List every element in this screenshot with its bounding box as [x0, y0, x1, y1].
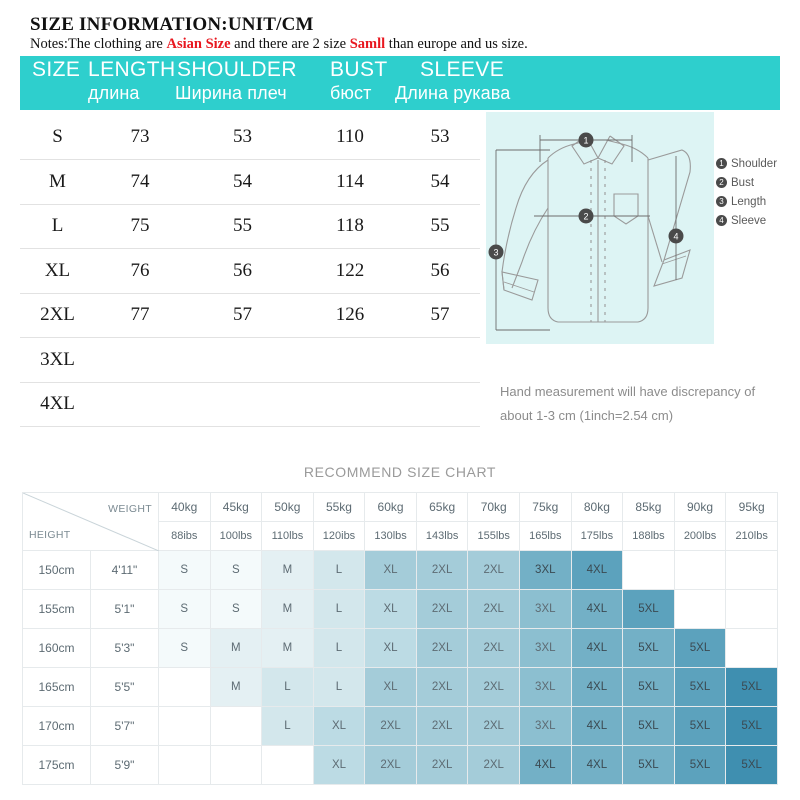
- weight-header-lb: 165lbs: [520, 522, 572, 551]
- height-inch-cell: 4'11": [90, 551, 158, 590]
- recommend-size-cell: 3XL: [520, 551, 572, 590]
- weight-header-kg: 85kg: [623, 493, 675, 522]
- recommend-size-cell: 4XL: [571, 590, 623, 629]
- weight-header-lb: 100lbs: [210, 522, 262, 551]
- legend-label: Bust: [731, 176, 755, 189]
- recommend-size-cell: 2XL: [416, 668, 468, 707]
- svg-text:4: 4: [673, 231, 679, 242]
- column-headers-english: [20, 58, 505, 84]
- recommend-size-cell: S: [158, 551, 210, 590]
- recommend-size-cell: M: [210, 629, 262, 668]
- recommend-size-cell: 3XL: [520, 590, 572, 629]
- recommend-size-cell: XL: [313, 746, 365, 785]
- hand-measurement-note: [500, 380, 800, 428]
- size-cell-size: L: [20, 204, 95, 249]
- recommend-size-chart-table: [22, 492, 778, 785]
- size-cell-bust: 114: [300, 160, 400, 205]
- recommend-size-cell: L: [313, 629, 365, 668]
- weight-header-kg: 45kg: [210, 493, 262, 522]
- recommend-size-cell: 2XL: [468, 551, 520, 590]
- recommend-size-cell: 4XL: [571, 668, 623, 707]
- size-cell-shoulder: 57: [185, 293, 300, 338]
- size-cell-shoulder: [185, 382, 300, 427]
- corner-height-label: HEIGHT: [29, 529, 71, 541]
- recommend-size-cell: L: [313, 590, 365, 629]
- recommend-size-cell: 4XL: [571, 746, 623, 785]
- recommend-size-cell: [726, 590, 778, 629]
- size-cell-shoulder: 54: [185, 160, 300, 205]
- recommend-size-cell: [623, 551, 675, 590]
- weight-header-lb: 200lbs: [674, 522, 726, 551]
- recommend-size-cell: [674, 590, 726, 629]
- weight-header-lb: 175lbs: [571, 522, 623, 551]
- weight-header-kg: 75kg: [520, 493, 572, 522]
- recommend-table-row: [23, 707, 778, 746]
- corner-height-weight-cell: [23, 493, 159, 551]
- legend-item-bust: [716, 174, 800, 191]
- weight-header-kg: 40kg: [158, 493, 210, 522]
- weight-header-kg: 65kg: [416, 493, 468, 522]
- column-header-shoulder: SHOULDER: [177, 58, 297, 81]
- size-cell-sleeve: 54: [400, 160, 480, 205]
- recommend-table-row: [23, 746, 778, 785]
- recommend-size-cell: M: [262, 590, 314, 629]
- legend-label: Sleeve: [731, 214, 767, 227]
- size-table-row: [20, 160, 480, 205]
- measurement-legend: [716, 155, 800, 231]
- notes-highlight: Samll: [349, 36, 386, 52]
- corner-weight-label: WEIGHT: [108, 503, 152, 515]
- column-header-size: SIZE: [32, 58, 81, 81]
- size-cell-length: 74: [95, 160, 185, 205]
- height-inch-cell: 5'1": [90, 590, 158, 629]
- recommend-size-cell: 5XL: [623, 746, 675, 785]
- weight-header-kg: 90kg: [674, 493, 726, 522]
- recommend-size-cell: 5XL: [726, 746, 778, 785]
- notes-line: [30, 36, 528, 53]
- recommend-size-cell: 2XL: [416, 551, 468, 590]
- size-cell-shoulder: 53: [185, 115, 300, 160]
- size-cell-size: XL: [20, 249, 95, 294]
- column-header-sleeve: SLEEVE: [420, 58, 505, 81]
- weight-header-lb: 88ibs: [158, 522, 210, 551]
- recommend-size-cell: S: [210, 551, 262, 590]
- legend-item-sleeve: [716, 212, 800, 229]
- legend-item-shoulder: [716, 155, 800, 172]
- size-cell-shoulder: 56: [185, 249, 300, 294]
- notes-text: than europe and us size.: [385, 36, 528, 52]
- size-table-row: [20, 204, 480, 249]
- recommend-size-cell: XL: [365, 668, 417, 707]
- size-cell-bust: 122: [300, 249, 400, 294]
- height-cm-cell: 150cm: [23, 551, 91, 590]
- recommend-size-cell: XL: [365, 629, 417, 668]
- recommend-size-cell: L: [262, 707, 314, 746]
- size-cell-bust: 118: [300, 204, 400, 249]
- recommend-size-cell: S: [158, 629, 210, 668]
- height-cm-cell: 160cm: [23, 629, 91, 668]
- recommend-size-cell: [726, 551, 778, 590]
- recommend-size-cell: 5XL: [623, 668, 675, 707]
- recommend-size-cell: M: [262, 629, 314, 668]
- recommend-size-cell: [210, 707, 262, 746]
- weight-header-kg: 80kg: [571, 493, 623, 522]
- size-table-row: [20, 293, 480, 338]
- legend-marker-icon: 3: [716, 196, 727, 207]
- recommend-table-row: [23, 629, 778, 668]
- size-cell-length: 73: [95, 115, 185, 160]
- recommend-size-cell: 2XL: [416, 590, 468, 629]
- hand-note-line-1: Hand measurement will have discrepancy of: [500, 384, 756, 399]
- recommend-size-cell: 2XL: [468, 668, 520, 707]
- recommend-size-cell: 2XL: [468, 707, 520, 746]
- recommend-table-row: [23, 551, 778, 590]
- size-cell-length: 76: [95, 249, 185, 294]
- size-table-row: [20, 115, 480, 160]
- weight-header-lb: 188lbs: [623, 522, 675, 551]
- height-cm-cell: 175cm: [23, 746, 91, 785]
- weight-header-kg: 50kg: [262, 493, 314, 522]
- size-table-row: [20, 338, 480, 383]
- corner-inner: [23, 493, 158, 550]
- recommend-size-cell: 2XL: [468, 629, 520, 668]
- recommend-size-cell: XL: [365, 590, 417, 629]
- height-inch-cell: 5'9": [90, 746, 158, 785]
- weight-header-kg: 70kg: [468, 493, 520, 522]
- size-cell-sleeve: 53: [400, 115, 480, 160]
- recommend-size-cell: 4XL: [571, 707, 623, 746]
- height-inch-cell: 5'3": [90, 629, 158, 668]
- recommend-size-cell: [158, 746, 210, 785]
- recommend-size-cell: 2XL: [416, 629, 468, 668]
- weight-header-lb: 120ibs: [313, 522, 365, 551]
- recommend-size-cell: 2XL: [416, 707, 468, 746]
- weight-header-kg: 60kg: [365, 493, 417, 522]
- weight-header-kg: 55kg: [313, 493, 365, 522]
- recommend-chart-body: [23, 551, 778, 785]
- column-headers-russian: [20, 83, 565, 109]
- svg-text:2: 2: [583, 211, 589, 222]
- legend-item-length: [716, 193, 800, 210]
- recommend-size-cell: 4XL: [520, 746, 572, 785]
- legend-marker-icon: 4: [716, 215, 727, 226]
- size-cell-sleeve: 56: [400, 249, 480, 294]
- weight-header-lb: 110lbs: [262, 522, 314, 551]
- recommend-size-cell: [262, 746, 314, 785]
- recommend-size-cell: L: [262, 668, 314, 707]
- size-cell-length: 75: [95, 204, 185, 249]
- recommend-size-cell: 2XL: [468, 746, 520, 785]
- recommend-size-cell: 3XL: [520, 707, 572, 746]
- size-cell-shoulder: [185, 338, 300, 383]
- size-table-row: [20, 249, 480, 294]
- recommend-size-cell: 2XL: [468, 590, 520, 629]
- recommend-size-cell: [726, 629, 778, 668]
- size-cell-bust: [300, 338, 400, 383]
- recommend-size-cell: 5XL: [674, 707, 726, 746]
- recommend-size-cell: 5XL: [623, 629, 675, 668]
- notes-highlight: Asian Size: [166, 36, 231, 52]
- recommend-size-cell: S: [158, 590, 210, 629]
- recommend-size-cell: [210, 746, 262, 785]
- size-cell-sleeve: 55: [400, 204, 480, 249]
- column-header-ru-2: бюст: [330, 83, 372, 103]
- legend-marker-icon: 1: [716, 158, 727, 169]
- height-inch-cell: 5'7": [90, 707, 158, 746]
- weight-header-lb: 155lbs: [468, 522, 520, 551]
- hand-note-line-2: about 1-3 cm (1inch=2.54 cm): [500, 408, 674, 423]
- shirt-measurement-diagram: [486, 112, 714, 344]
- size-cell-length: [95, 338, 185, 383]
- recommend-size-cell: 3XL: [520, 629, 572, 668]
- size-cell-length: [95, 382, 185, 427]
- size-cell-size: M: [20, 160, 95, 205]
- shirt-illustration-icon: [486, 112, 714, 344]
- size-cell-size: 4XL: [20, 382, 95, 427]
- legend-label: Length: [731, 195, 767, 208]
- size-cell-bust: 110: [300, 115, 400, 160]
- size-cell-bust: [300, 382, 400, 427]
- recommend-size-cell: XL: [365, 551, 417, 590]
- weight-header-lb: 210lbs: [726, 522, 778, 551]
- recommend-size-cell: M: [262, 551, 314, 590]
- recommend-header-row-kg: [23, 493, 778, 522]
- size-cell-sleeve: [400, 338, 480, 383]
- diagonal-divider-icon: [23, 493, 159, 551]
- size-cell-sleeve: [400, 382, 480, 427]
- recommend-size-cell: [674, 551, 726, 590]
- recommend-size-cell: 5XL: [623, 707, 675, 746]
- column-header-bust: BUST: [330, 58, 388, 81]
- recommend-size-cell: 2XL: [416, 746, 468, 785]
- notes-text: and there are 2 size: [230, 36, 350, 52]
- recommend-size-cell: 4XL: [571, 551, 623, 590]
- column-header-ru-3: Длина рукава: [395, 83, 511, 103]
- recommend-size-cell: 3XL: [520, 668, 572, 707]
- column-header-length: LENGTH: [88, 58, 176, 81]
- size-measurements-table: [20, 115, 480, 427]
- column-header-ru-0: длина: [88, 83, 140, 103]
- notes-text: Notes:The clothing are: [30, 36, 167, 52]
- recommend-size-cell: 2XL: [365, 746, 417, 785]
- size-cell-size: 3XL: [20, 338, 95, 383]
- recommend-size-cell: 2XL: [365, 707, 417, 746]
- weight-header-lb: 143lbs: [416, 522, 468, 551]
- recommend-size-cell: 5XL: [674, 746, 726, 785]
- recommend-chart-title: RECOMMEND SIZE CHART: [303, 464, 497, 480]
- height-cm-cell: 155cm: [23, 590, 91, 629]
- svg-text:3: 3: [493, 247, 499, 258]
- recommend-size-cell: L: [313, 551, 365, 590]
- size-cell-size: 2XL: [20, 293, 95, 338]
- recommend-size-cell: L: [313, 668, 365, 707]
- recommend-size-cell: M: [210, 668, 262, 707]
- legend-marker-icon: 2: [716, 177, 727, 188]
- recommend-chart-head: [23, 493, 778, 551]
- height-inch-cell: 5'5": [90, 668, 158, 707]
- recommend-table-row: [23, 590, 778, 629]
- size-table-body: [20, 115, 480, 427]
- recommend-size-cell: 4XL: [571, 629, 623, 668]
- svg-text:1: 1: [583, 135, 589, 146]
- recommend-size-cell: [158, 668, 210, 707]
- recommend-size-cell: S: [210, 590, 262, 629]
- legend-label: Shoulder: [731, 157, 778, 170]
- page-title: SIZE INFORMATION:UNIT/CM: [30, 14, 314, 35]
- size-table-row: [20, 382, 480, 427]
- size-cell-bust: 126: [300, 293, 400, 338]
- size-cell-sleeve: 57: [400, 293, 480, 338]
- recommend-table-row: [23, 668, 778, 707]
- recommend-size-cell: 5XL: [674, 629, 726, 668]
- size-cell-size: S: [20, 115, 95, 160]
- recommend-size-cell: 5XL: [726, 668, 778, 707]
- recommend-size-cell: [158, 707, 210, 746]
- weight-header-lb: 130lbs: [365, 522, 417, 551]
- size-cell-length: 77: [95, 293, 185, 338]
- recommend-size-cell: 5XL: [726, 707, 778, 746]
- height-cm-cell: 170cm: [23, 707, 91, 746]
- recommend-size-cell: XL: [313, 707, 365, 746]
- recommend-size-cell: 5XL: [674, 668, 726, 707]
- size-cell-shoulder: 55: [185, 204, 300, 249]
- column-header-band: [20, 56, 780, 110]
- column-header-ru-1: Ширина плеч: [175, 83, 287, 103]
- height-cm-cell: 165cm: [23, 668, 91, 707]
- weight-header-kg: 95kg: [726, 493, 778, 522]
- recommend-size-cell: 5XL: [623, 590, 675, 629]
